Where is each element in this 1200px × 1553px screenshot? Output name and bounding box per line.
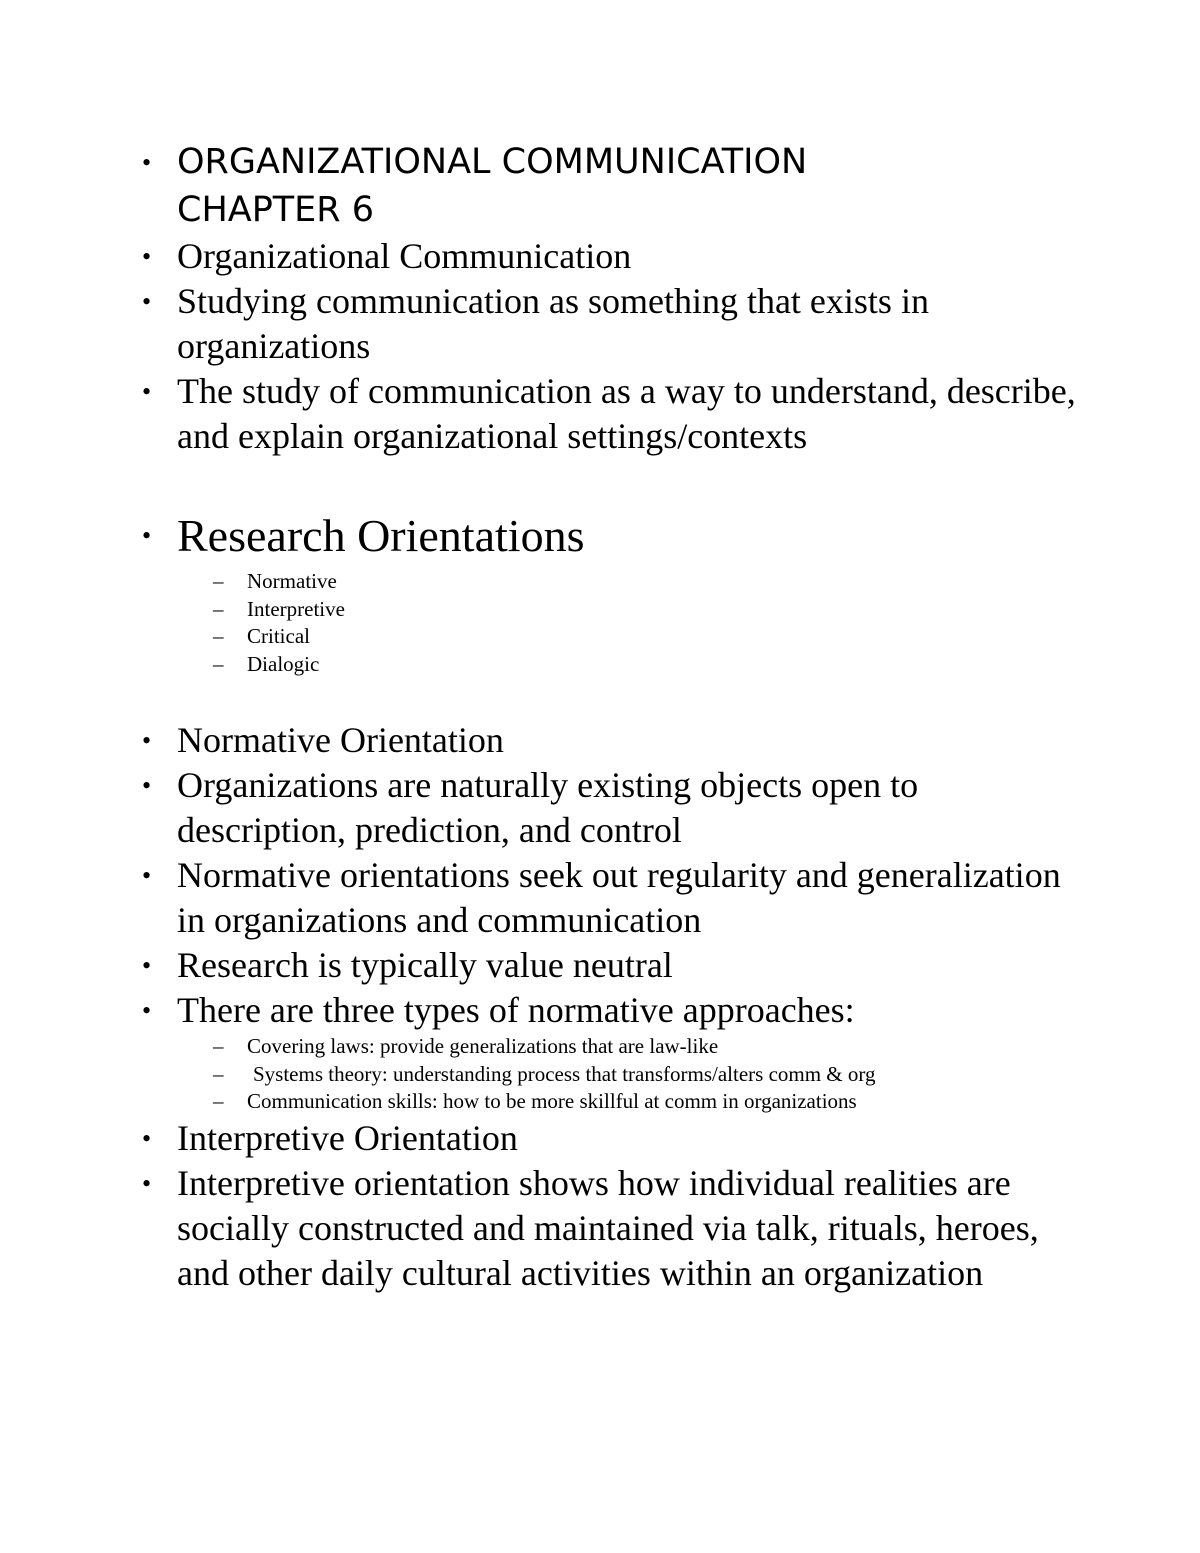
list-item-text: Interpretive orientation shows how individual realities are socially constructed and maintained via talk, rituals, heroes, and other daily cultural activities within an organization bbox=[177, 1162, 1039, 1293]
list-item bbox=[0, 763, 1200, 853]
bullet-icon: • bbox=[142, 771, 152, 800]
list-item bbox=[0, 234, 1200, 279]
list-item bbox=[0, 279, 1200, 369]
list-item-title bbox=[0, 138, 1200, 234]
sub-list-item bbox=[0, 568, 1200, 596]
list-item bbox=[0, 853, 1200, 943]
dash-icon: – bbox=[213, 1061, 224, 1086]
sub-list-item-text: Communication skills: how to be more skillful at comm in organizations bbox=[247, 1089, 857, 1113]
bullet-icon: • bbox=[142, 242, 152, 271]
list-item-text: Organizations are naturally existing objects open to description, prediction, and control bbox=[177, 765, 919, 850]
section-normative-orientation bbox=[0, 718, 1200, 1296]
bullet-icon: • bbox=[142, 377, 152, 406]
bullet-icon: • bbox=[142, 726, 152, 755]
list-item-text: The study of communication as a way to understand, describe, and explain organizational settings/contexts bbox=[177, 371, 1076, 456]
list-item bbox=[0, 1161, 1200, 1296]
list-item bbox=[0, 988, 1200, 1033]
sub-list-item-text: Dialogic bbox=[247, 651, 320, 676]
dash-icon: – bbox=[213, 651, 224, 676]
sub-list-item bbox=[0, 1061, 1200, 1089]
bullet-icon: • bbox=[142, 951, 152, 980]
bullet-icon: • bbox=[142, 287, 152, 316]
list-item-text: Studying communication as something that exists in organizations bbox=[177, 281, 929, 366]
list-item bbox=[0, 943, 1200, 988]
list-item-text: Interpretive Orientation bbox=[177, 1117, 518, 1158]
dash-icon: – bbox=[213, 1089, 224, 1113]
sub-list-item-text: Systems theory: understanding process that transforms/alters comm & org bbox=[253, 1061, 876, 1086]
sub-list-item bbox=[0, 623, 1200, 651]
sub-list-item bbox=[0, 1088, 1200, 1116]
list-item bbox=[0, 718, 1200, 763]
bullet-icon: • bbox=[142, 521, 152, 550]
list-item-text: Normative orientations seek out regularity and generalization in organizations and communication bbox=[177, 855, 1061, 940]
dash-icon: – bbox=[213, 1034, 224, 1058]
bullet-icon: • bbox=[142, 1168, 152, 1198]
dash-icon: – bbox=[213, 624, 224, 648]
bullet-icon: • bbox=[142, 861, 152, 890]
list-item-heading bbox=[0, 506, 1200, 566]
list-item-text: Organizational Communication bbox=[177, 236, 632, 276]
sub-list-item bbox=[0, 651, 1200, 679]
sub-list-item-text: Normative bbox=[247, 569, 337, 593]
sub-list-item-text: Covering laws: provide generalizations that are law-like bbox=[247, 1034, 719, 1058]
section-intro bbox=[0, 138, 1200, 459]
dash-icon: – bbox=[213, 569, 224, 593]
list-item bbox=[0, 369, 1200, 459]
list-item-text: There are three types of normative approaches: bbox=[177, 990, 855, 1030]
bullet-icon: • bbox=[142, 148, 152, 177]
chapter-title-line-2: CHAPTER 6 bbox=[177, 190, 375, 230]
list-item-text: Research is typically value neutral bbox=[177, 945, 673, 985]
section-research-orientations bbox=[0, 506, 1200, 678]
sub-list-item bbox=[0, 1033, 1200, 1061]
sub-list-item bbox=[0, 596, 1200, 624]
list-item bbox=[0, 1116, 1200, 1161]
section-heading: Research Orientations bbox=[177, 510, 585, 561]
dash-icon: – bbox=[213, 596, 224, 621]
bullet-icon: • bbox=[142, 1123, 152, 1153]
sub-list-item-text: Interpretive bbox=[247, 596, 345, 621]
chapter-title bbox=[177, 138, 1077, 234]
list-item-text: Normative Orientation bbox=[177, 720, 504, 760]
chapter-title-line-1: ORGANIZATIONAL COMMUNICATION bbox=[177, 142, 808, 182]
sub-list-item-text: Critical bbox=[247, 624, 310, 648]
bullet-icon: • bbox=[142, 996, 152, 1025]
